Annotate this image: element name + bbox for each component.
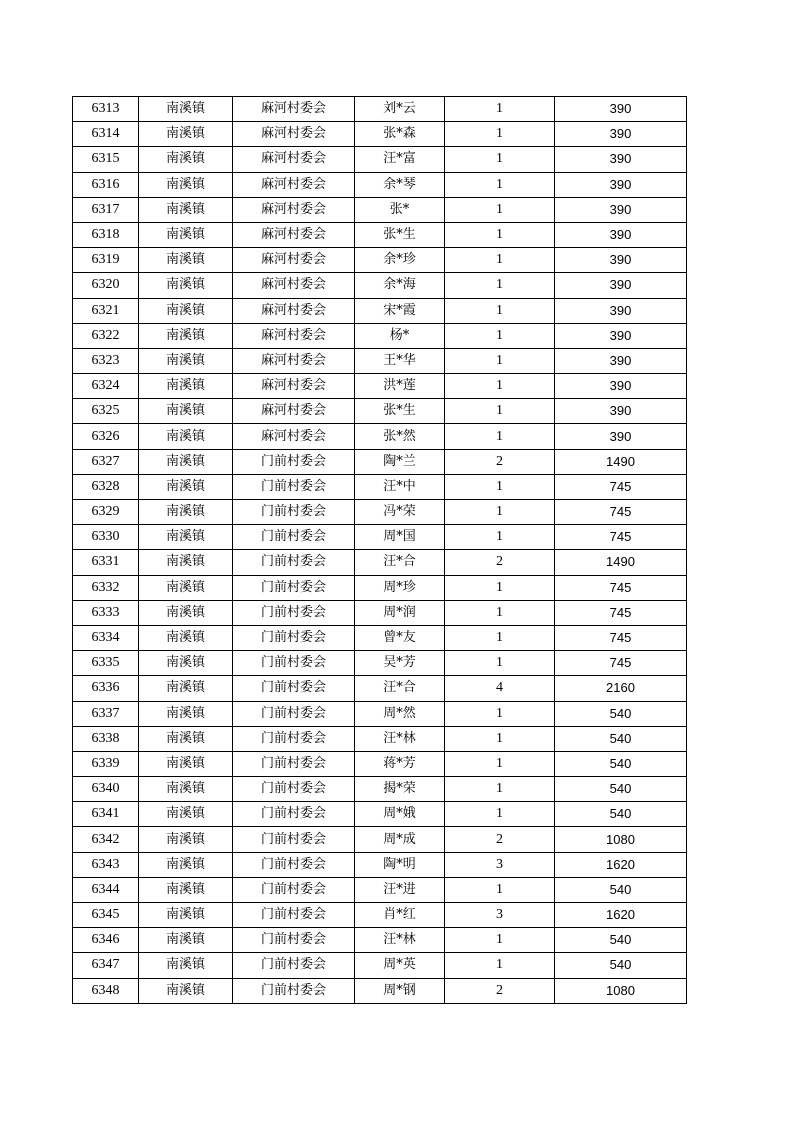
table-row (73, 978, 687, 1003)
table-row (73, 399, 687, 424)
amount-cell: 540 (555, 777, 687, 802)
row-number-cell: 6320 (73, 273, 139, 298)
name-cell: 汪*合 (355, 676, 445, 701)
village-committee-cell: 麻河村委会 (233, 273, 355, 298)
village-committee-cell: 麻河村委会 (233, 323, 355, 348)
town-cell: 南溪镇 (139, 852, 233, 877)
table-row (73, 298, 687, 323)
village-committee-cell: 门前村委会 (233, 474, 355, 499)
village-committee-cell: 门前村委会 (233, 928, 355, 953)
table-row (73, 97, 687, 122)
village-committee-cell: 麻河村委会 (233, 172, 355, 197)
town-cell: 南溪镇 (139, 827, 233, 852)
amount-cell: 540 (555, 802, 687, 827)
town-cell: 南溪镇 (139, 222, 233, 247)
town-cell: 南溪镇 (139, 676, 233, 701)
row-number-cell: 6338 (73, 726, 139, 751)
count-cell: 1 (445, 802, 555, 827)
village-committee-cell: 门前村委会 (233, 525, 355, 550)
town-cell: 南溪镇 (139, 248, 233, 273)
table-row (73, 928, 687, 953)
table-row (73, 424, 687, 449)
name-cell: 张*然 (355, 424, 445, 449)
count-cell: 1 (445, 348, 555, 373)
count-cell: 1 (445, 374, 555, 399)
town-cell: 南溪镇 (139, 323, 233, 348)
row-number-cell: 6322 (73, 323, 139, 348)
count-cell: 2 (445, 550, 555, 575)
amount-cell: 745 (555, 575, 687, 600)
name-cell: 王*华 (355, 348, 445, 373)
town-cell: 南溪镇 (139, 474, 233, 499)
count-cell: 1 (445, 97, 555, 122)
count-cell: 1 (445, 323, 555, 348)
amount-cell: 540 (555, 701, 687, 726)
row-number-cell: 6332 (73, 575, 139, 600)
table-row (73, 525, 687, 550)
name-cell: 张*生 (355, 222, 445, 247)
amount-cell: 390 (555, 222, 687, 247)
amount-cell: 390 (555, 97, 687, 122)
village-committee-cell: 门前村委会 (233, 953, 355, 978)
amount-cell: 390 (555, 197, 687, 222)
amount-cell: 390 (555, 323, 687, 348)
village-committee-cell: 门前村委会 (233, 827, 355, 852)
town-cell: 南溪镇 (139, 298, 233, 323)
name-cell: 宋*霞 (355, 298, 445, 323)
amount-cell: 540 (555, 751, 687, 776)
amount-cell: 390 (555, 424, 687, 449)
row-number-cell: 6334 (73, 625, 139, 650)
count-cell: 1 (445, 147, 555, 172)
row-number-cell: 6318 (73, 222, 139, 247)
table-row (73, 575, 687, 600)
amount-cell: 2160 (555, 676, 687, 701)
village-committee-cell: 麻河村委会 (233, 197, 355, 222)
name-cell: 余*海 (355, 273, 445, 298)
amount-cell: 390 (555, 147, 687, 172)
table-row (73, 751, 687, 776)
town-cell: 南溪镇 (139, 197, 233, 222)
table-row (73, 802, 687, 827)
town-cell: 南溪镇 (139, 903, 233, 928)
village-committee-cell: 麻河村委会 (233, 374, 355, 399)
town-cell: 南溪镇 (139, 701, 233, 726)
town-cell: 南溪镇 (139, 550, 233, 575)
town-cell: 南溪镇 (139, 449, 233, 474)
name-cell: 刘*云 (355, 97, 445, 122)
row-number-cell: 6331 (73, 550, 139, 575)
village-committee-cell: 麻河村委会 (233, 298, 355, 323)
amount-cell: 390 (555, 273, 687, 298)
table-row (73, 625, 687, 650)
count-cell: 1 (445, 197, 555, 222)
count-cell: 2 (445, 978, 555, 1003)
count-cell: 1 (445, 222, 555, 247)
name-cell: 汪*中 (355, 474, 445, 499)
name-cell: 张*森 (355, 122, 445, 147)
name-cell: 周*英 (355, 953, 445, 978)
name-cell: 周*国 (355, 525, 445, 550)
row-number-cell: 6344 (73, 877, 139, 902)
town-cell: 南溪镇 (139, 625, 233, 650)
name-cell: 杨* (355, 323, 445, 348)
village-committee-cell: 麻河村委会 (233, 348, 355, 373)
count-cell: 4 (445, 676, 555, 701)
amount-cell: 540 (555, 928, 687, 953)
village-committee-cell: 麻河村委会 (233, 122, 355, 147)
row-number-cell: 6314 (73, 122, 139, 147)
row-number-cell: 6343 (73, 852, 139, 877)
count-cell: 1 (445, 424, 555, 449)
table-row (73, 248, 687, 273)
count-cell: 1 (445, 701, 555, 726)
town-cell: 南溪镇 (139, 525, 233, 550)
row-number-cell: 6348 (73, 978, 139, 1003)
table-row (73, 651, 687, 676)
village-committee-cell: 门前村委会 (233, 550, 355, 575)
name-cell: 汪*合 (355, 550, 445, 575)
name-cell: 肖*红 (355, 903, 445, 928)
table-row (73, 147, 687, 172)
village-committee-cell: 门前村委会 (233, 676, 355, 701)
row-number-cell: 6319 (73, 248, 139, 273)
amount-cell: 745 (555, 600, 687, 625)
village-committee-cell: 门前村委会 (233, 726, 355, 751)
town-cell: 南溪镇 (139, 600, 233, 625)
name-cell: 周*然 (355, 701, 445, 726)
table-row (73, 449, 687, 474)
name-cell: 周*娥 (355, 802, 445, 827)
row-number-cell: 6345 (73, 903, 139, 928)
count-cell: 1 (445, 273, 555, 298)
name-cell: 汪*进 (355, 877, 445, 902)
amount-cell: 390 (555, 374, 687, 399)
row-number-cell: 6317 (73, 197, 139, 222)
town-cell: 南溪镇 (139, 500, 233, 525)
table-row (73, 348, 687, 373)
name-cell: 周*珍 (355, 575, 445, 600)
count-cell: 1 (445, 953, 555, 978)
table-row (73, 474, 687, 499)
amount-cell: 540 (555, 877, 687, 902)
count-cell: 1 (445, 500, 555, 525)
count-cell: 1 (445, 248, 555, 273)
count-cell: 1 (445, 600, 555, 625)
town-cell: 南溪镇 (139, 348, 233, 373)
village-committee-cell: 门前村委会 (233, 651, 355, 676)
amount-cell: 390 (555, 172, 687, 197)
village-committee-cell: 麻河村委会 (233, 97, 355, 122)
amount-cell: 1620 (555, 852, 687, 877)
row-number-cell: 6335 (73, 651, 139, 676)
town-cell: 南溪镇 (139, 399, 233, 424)
name-cell: 汪*富 (355, 147, 445, 172)
amount-cell: 745 (555, 651, 687, 676)
count-cell: 1 (445, 399, 555, 424)
village-committee-cell: 门前村委会 (233, 751, 355, 776)
row-number-cell: 6313 (73, 97, 139, 122)
amount-cell: 745 (555, 525, 687, 550)
amount-cell: 1080 (555, 978, 687, 1003)
row-number-cell: 6323 (73, 348, 139, 373)
town-cell: 南溪镇 (139, 777, 233, 802)
table-row (73, 600, 687, 625)
count-cell: 1 (445, 525, 555, 550)
town-cell: 南溪镇 (139, 928, 233, 953)
amount-cell: 1080 (555, 827, 687, 852)
count-cell: 2 (445, 827, 555, 852)
row-number-cell: 6342 (73, 827, 139, 852)
row-number-cell: 6316 (73, 172, 139, 197)
town-cell: 南溪镇 (139, 97, 233, 122)
table-row (73, 222, 687, 247)
amount-cell: 1620 (555, 903, 687, 928)
count-cell: 2 (445, 449, 555, 474)
table-row (73, 172, 687, 197)
table-row (73, 550, 687, 575)
row-number-cell: 6336 (73, 676, 139, 701)
count-cell: 1 (445, 575, 555, 600)
table-body (73, 97, 687, 1004)
town-cell: 南溪镇 (139, 374, 233, 399)
town-cell: 南溪镇 (139, 751, 233, 776)
name-cell: 张* (355, 197, 445, 222)
amount-cell: 1490 (555, 449, 687, 474)
table-row (73, 827, 687, 852)
count-cell: 1 (445, 172, 555, 197)
village-committee-cell: 门前村委会 (233, 903, 355, 928)
row-number-cell: 6347 (73, 953, 139, 978)
row-number-cell: 6329 (73, 500, 139, 525)
name-cell: 陶*兰 (355, 449, 445, 474)
count-cell: 1 (445, 651, 555, 676)
table-row (73, 500, 687, 525)
amount-cell: 390 (555, 122, 687, 147)
table-row (73, 273, 687, 298)
name-cell: 汪*林 (355, 726, 445, 751)
amount-cell: 745 (555, 500, 687, 525)
village-committee-cell: 门前村委会 (233, 449, 355, 474)
amount-cell: 745 (555, 625, 687, 650)
name-cell: 蒋*芳 (355, 751, 445, 776)
table-row (73, 953, 687, 978)
name-cell: 汪*林 (355, 928, 445, 953)
row-number-cell: 6337 (73, 701, 139, 726)
count-cell: 1 (445, 474, 555, 499)
table-row (73, 122, 687, 147)
count-cell: 1 (445, 298, 555, 323)
village-committee-cell: 门前村委会 (233, 777, 355, 802)
name-cell: 吴*芳 (355, 651, 445, 676)
town-cell: 南溪镇 (139, 651, 233, 676)
row-number-cell: 6326 (73, 424, 139, 449)
row-number-cell: 6330 (73, 525, 139, 550)
table-row (73, 701, 687, 726)
town-cell: 南溪镇 (139, 122, 233, 147)
name-cell: 周*润 (355, 600, 445, 625)
amount-cell: 390 (555, 348, 687, 373)
table-row (73, 877, 687, 902)
town-cell: 南溪镇 (139, 172, 233, 197)
row-number-cell: 6333 (73, 600, 139, 625)
row-number-cell: 6340 (73, 777, 139, 802)
name-cell: 余*珍 (355, 248, 445, 273)
amount-cell: 390 (555, 399, 687, 424)
table-row (73, 197, 687, 222)
amount-cell: 540 (555, 726, 687, 751)
name-cell: 揭*荣 (355, 777, 445, 802)
count-cell: 3 (445, 903, 555, 928)
amount-cell: 390 (555, 248, 687, 273)
name-cell: 周*钢 (355, 978, 445, 1003)
village-committee-cell: 麻河村委会 (233, 399, 355, 424)
table-row (73, 777, 687, 802)
row-number-cell: 6327 (73, 449, 139, 474)
row-number-cell: 6328 (73, 474, 139, 499)
town-cell: 南溪镇 (139, 953, 233, 978)
amount-cell: 540 (555, 953, 687, 978)
village-committee-cell: 门前村委会 (233, 575, 355, 600)
data-table (72, 96, 687, 1004)
village-committee-cell: 门前村委会 (233, 852, 355, 877)
village-committee-cell: 门前村委会 (233, 877, 355, 902)
count-cell: 1 (445, 928, 555, 953)
count-cell: 3 (445, 852, 555, 877)
village-committee-cell: 门前村委会 (233, 701, 355, 726)
count-cell: 1 (445, 877, 555, 902)
town-cell: 南溪镇 (139, 726, 233, 751)
name-cell: 曾*友 (355, 625, 445, 650)
town-cell: 南溪镇 (139, 273, 233, 298)
village-committee-cell: 麻河村委会 (233, 222, 355, 247)
table-row (73, 852, 687, 877)
row-number-cell: 6325 (73, 399, 139, 424)
village-committee-cell: 门前村委会 (233, 500, 355, 525)
name-cell: 张*生 (355, 399, 445, 424)
row-number-cell: 6346 (73, 928, 139, 953)
name-cell: 余*琴 (355, 172, 445, 197)
town-cell: 南溪镇 (139, 877, 233, 902)
town-cell: 南溪镇 (139, 424, 233, 449)
village-committee-cell: 麻河村委会 (233, 424, 355, 449)
village-committee-cell: 门前村委会 (233, 625, 355, 650)
village-committee-cell: 门前村委会 (233, 600, 355, 625)
village-committee-cell: 麻河村委会 (233, 147, 355, 172)
amount-cell: 390 (555, 298, 687, 323)
amount-cell: 745 (555, 474, 687, 499)
count-cell: 1 (445, 122, 555, 147)
count-cell: 1 (445, 751, 555, 776)
name-cell: 陶*明 (355, 852, 445, 877)
row-number-cell: 6341 (73, 802, 139, 827)
count-cell: 1 (445, 726, 555, 751)
row-number-cell: 6321 (73, 298, 139, 323)
name-cell: 洪*莲 (355, 374, 445, 399)
amount-cell: 1490 (555, 550, 687, 575)
name-cell: 冯*荣 (355, 500, 445, 525)
name-cell: 周*成 (355, 827, 445, 852)
table-row (73, 903, 687, 928)
table-row (73, 726, 687, 751)
town-cell: 南溪镇 (139, 575, 233, 600)
village-committee-cell: 门前村委会 (233, 802, 355, 827)
village-committee-cell: 麻河村委会 (233, 248, 355, 273)
row-number-cell: 6339 (73, 751, 139, 776)
count-cell: 1 (445, 625, 555, 650)
town-cell: 南溪镇 (139, 802, 233, 827)
table-row (73, 374, 687, 399)
row-number-cell: 6324 (73, 374, 139, 399)
village-committee-cell: 门前村委会 (233, 978, 355, 1003)
count-cell: 1 (445, 777, 555, 802)
table-row (73, 323, 687, 348)
town-cell: 南溪镇 (139, 147, 233, 172)
town-cell: 南溪镇 (139, 978, 233, 1003)
row-number-cell: 6315 (73, 147, 139, 172)
table-row (73, 676, 687, 701)
